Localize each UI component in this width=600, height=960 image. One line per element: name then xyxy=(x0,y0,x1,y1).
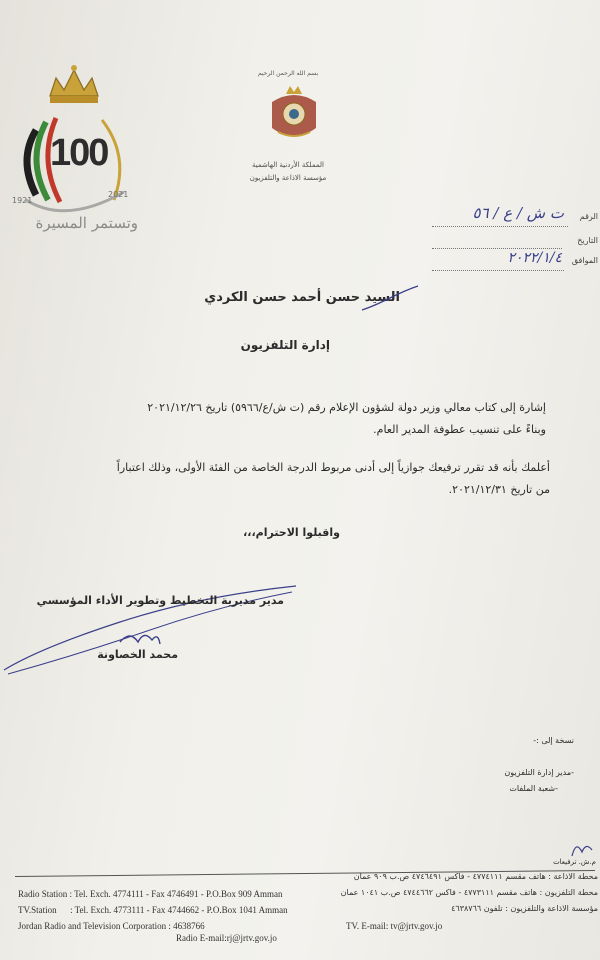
ref-date-line xyxy=(432,248,562,249)
footer-tv-email: TV. E-mail: tv@jrtv.gov.jo xyxy=(346,921,443,931)
footer-radio-ar: محطة الاذاعة : هاتف مقسم ٤٧٧٤١١١ - فاكس ٤٧٤٦٤٩١ ص.ب ٩٠٩ عمان xyxy=(353,872,598,881)
footer-radio-en: Radio Station : Tel. Exch. 4774111 - Fax 4746491 - P.O.Box 909 Amman xyxy=(18,889,283,899)
footer-corp-en: Jordan Radio and Television Corporation : 4638766 xyxy=(18,921,205,931)
paragraph-1-line-1: إشارة إلى كتاب معالي وزير دولة لشؤون الإعلام رقم (ت ش/ع/٥٩٦٦) تاريخ ٢٠٢١/١٢/٢٦ xyxy=(147,401,546,414)
footer-tv-ar: محطة التلفزيون : هاتف مقسم ٤٧٧٣١١١ - فاكس ٤٧٤٤٦٦٢ ص.ب ١٠٤١ عمان xyxy=(340,888,598,897)
footer-corp-ar: مؤسسة الاذاعة والتلفزيون : تلفون ٤٦٣٨٧٦٦ xyxy=(451,904,598,913)
paragraph-2-line-1: أعلمك بأنه قد تقرر ترفيعك جوازياً إلى أدنى مربوط الدرجة الخاصة من الفئة الأولى، وذلك اعتباراً xyxy=(116,461,550,474)
copies-label: نسخة إلى :- xyxy=(533,736,574,745)
signer-name: محمد الخصاونة xyxy=(97,648,178,661)
signer-title: مدير مديرية التخطيط وتطوير الأداء المؤسسي xyxy=(36,594,284,607)
ref-hijri-label: الموافق xyxy=(571,256,598,265)
ref-hijri-line xyxy=(432,270,564,271)
ref-number-line xyxy=(432,226,568,227)
coat-of-arms-icon xyxy=(266,84,322,146)
ref-number-value: ت ش / ع / ٥٦ xyxy=(472,204,564,222)
logo-year-end: 2021 xyxy=(108,190,129,199)
check-mark-icon xyxy=(360,284,420,314)
centennial-logo xyxy=(6,60,146,235)
corporation-name: مؤسسة الاذاعة والتلفزيون xyxy=(249,174,327,182)
closing: واقبلوا الاحترام،،، xyxy=(243,526,340,539)
ref-date-label: التاريخ xyxy=(577,236,598,245)
file-note: م.ش. ترفيعات xyxy=(553,858,596,866)
footer-radio-email: Radio E-mail:rj@jrtv.gov.jo xyxy=(176,933,277,943)
logo-year-start: 1921 xyxy=(12,196,33,205)
recipient-department: إدارة التلفزيون xyxy=(240,338,330,352)
initials-scribble xyxy=(568,836,596,862)
copy-item-2: -شعبة الملفات xyxy=(509,784,558,793)
footer-tv-en: TV.Station : Tel. Exch. 4773111 - Fax 4744662 - P.O.Box 1041 Amman xyxy=(18,905,288,915)
basmala: بسم الله الرحمن الرحيم xyxy=(257,70,319,77)
kingdom-name: المملكة الأردنية الهاشمية xyxy=(251,161,325,169)
recipient-name: السيد حسن أحمد حسن الكردي xyxy=(204,290,400,305)
logo-slogan: وتستمر المسيرة xyxy=(35,214,138,232)
paragraph-1-line-2: وبناءً على تنسيب عطوفة المدير العام. xyxy=(373,423,546,436)
centennial-number: 100 xyxy=(50,132,108,174)
ref-hijri-value: ٢٠٢٢/١/٤ xyxy=(507,250,562,266)
ref-number-label: الرقم xyxy=(579,212,598,221)
paragraph-2-line-2: من تاريخ ٢٠٢١/١٢/٣١. xyxy=(448,483,550,496)
copy-item-1: -مدير إدارة التلفزيون xyxy=(504,768,574,777)
